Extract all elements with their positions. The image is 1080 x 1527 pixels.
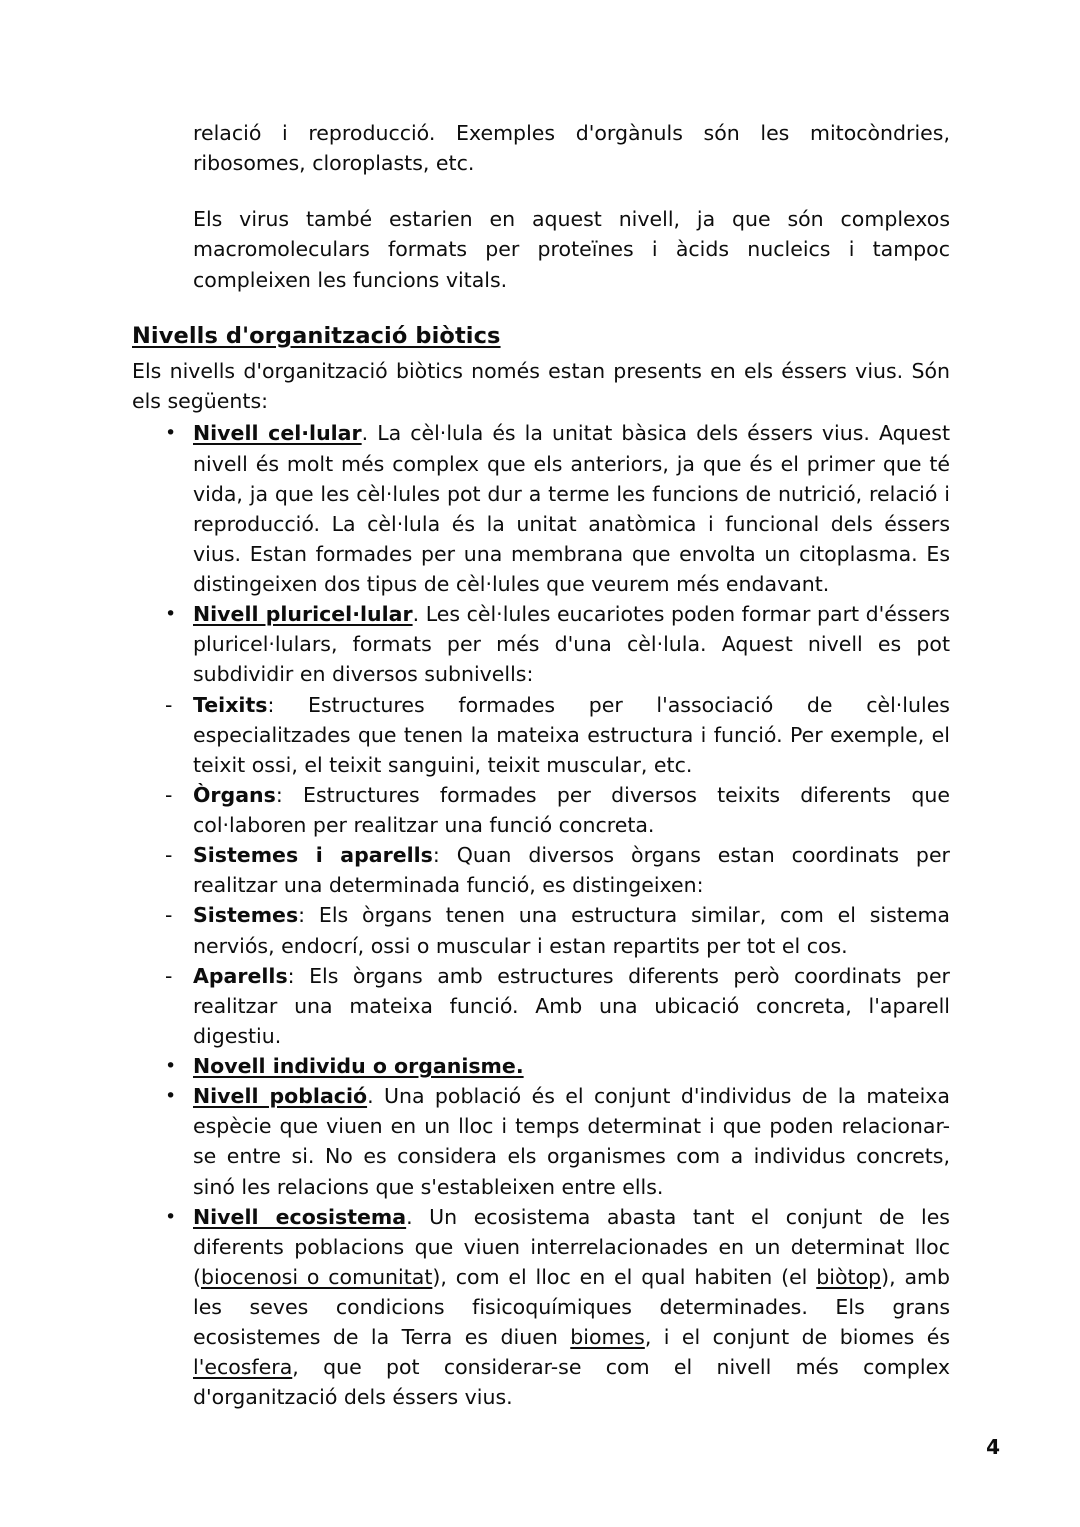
list-item: [132, 840, 950, 900]
page-number: 4: [986, 1435, 1000, 1459]
level-separator: .: [367, 1084, 384, 1109]
key-term: l'ecosfera: [193, 1355, 293, 1380]
level-term: Sistemes i aparells: [193, 843, 433, 868]
level-separator: .: [412, 602, 426, 627]
level-separator: .: [406, 1204, 430, 1229]
level-term: Nivell pluricel·lular: [193, 602, 413, 627]
list-item: [132, 1202, 950, 1413]
level-term: Nivell població: [193, 1084, 368, 1109]
level-body-text: , que pot considerar-se com el nivell més complex d'organització dels éssers vius.: [193, 1355, 950, 1410]
list-item: [132, 1081, 950, 1202]
level-body-text: La cèl·lula és la unitat bàsica dels éssers vius. Aquest nivell és molt més complex que els anteriors, ja que és el primer que té vida, ja que les cèl·lules pot dur a terme les funcions de nutrició, relació i reproducció. La cèl·lula és la unitat anatòmica i funcional dels éssers vius. Estan formades per una membrana que envolta un citoplasma. Es distingeixen dos tipus de cèl·lules que veurem més endavant.: [193, 421, 950, 596]
level-term: Nivell ecosistema: [193, 1204, 407, 1229]
level-term: Novell individu o organisme.: [193, 1054, 524, 1078]
level-body-text: Una població és el conjunt d'individus de la mateixa espècie que viuen en un lloc i temps determinat i que poden relacionar-se entre si. No es considera els organismes com a individus concrets, sinó les relacions que s'estableixen entre ells.: [193, 1084, 950, 1199]
list-item: [132, 418, 950, 599]
paragraph-organuls: relació i reproducció. Exemples d'orgànuls són les mitocòndries, ribosomes, cloroplasts, etc.: [193, 121, 950, 176]
level-separator: :: [287, 963, 310, 988]
section-heading: Nivells d'organització biòtics: [132, 322, 501, 349]
level-body-text: , i el conjunt de biomes és: [644, 1325, 950, 1350]
paragraph-virus: Els virus també estarien en aquest nivell, ja que són complexos macromoleculars formats per proteïnes i àcids nucleics i tampoc compleixen les funcions vitals.: [193, 207, 950, 292]
level-body-text: Les cèl·lules eucariotes poden formar part d'éssers pluricel·lulars, formats per més d'una cèl·lula. Aquest nivell es pot subdividir en diversos subnivells:: [193, 602, 950, 687]
key-term: biomes: [570, 1325, 645, 1350]
level-separator: .: [361, 421, 378, 446]
level-term: Aparells: [193, 963, 288, 988]
key-term: biocenosi o comunitat: [201, 1264, 433, 1289]
level-body-text: ), amb les seves condicions fisicoquímiques determinades. Els grans ecosistemes de la Terra es diuen: [193, 1264, 950, 1350]
level-separator: :: [432, 843, 457, 868]
list-item: [132, 690, 950, 780]
list-item: [132, 961, 950, 1051]
level-body-text: Quan diversos òrgans estan coordinats per realitzar una determinada funció, es distingeixen:: [193, 843, 950, 898]
biotic-levels-list: [132, 418, 950, 1412]
section-intro: Els nivells d'organització biòtics només estan presents en els éssers vius. Són els següents:: [132, 359, 950, 414]
level-term: Òrgans: [193, 782, 276, 807]
level-term: Sistemes: [193, 903, 299, 928]
level-separator: :: [275, 782, 303, 807]
level-body-text: Estructures formades per diversos teixits diferents que col·laboren per realitzar una funció concreta.: [193, 782, 950, 837]
level-body-text: Els òrgans tenen una estructura similar, com el sistema nerviós, endocrí, ossi o muscular i estan repartits per tot el cos.: [193, 903, 950, 958]
level-separator: :: [267, 692, 309, 717]
list-item: [132, 599, 950, 689]
level-separator: :: [298, 903, 319, 928]
page-content: [132, 118, 950, 1413]
level-term: Teixits: [193, 692, 268, 717]
level-body-text: Un ecosistema abasta tant el conjunt de les diferents poblacions que viuen interrelacionades en un determinat lloc (: [193, 1204, 950, 1289]
list-item: [132, 1051, 950, 1081]
level-term: Nivell cel·lular: [193, 421, 362, 446]
key-term: biòtop: [816, 1264, 882, 1289]
list-item: [132, 780, 950, 840]
level-body-text: ), com el lloc en el qual habiten (el: [432, 1264, 817, 1289]
level-body-text: Estructures formades per l'associació de cèl·lules especialitzades que tenen la mateixa estructura i funció. Per exemple, el teixit ossi, el teixit sanguini, teixit muscular, etc.: [193, 692, 950, 777]
level-body-text: Els òrgans amb estructures diferents però coordinats per realitzar una mateixa funció. Amb una ubicació concreta, l'aparell digestiu.: [193, 963, 950, 1048]
list-item: [132, 900, 950, 960]
